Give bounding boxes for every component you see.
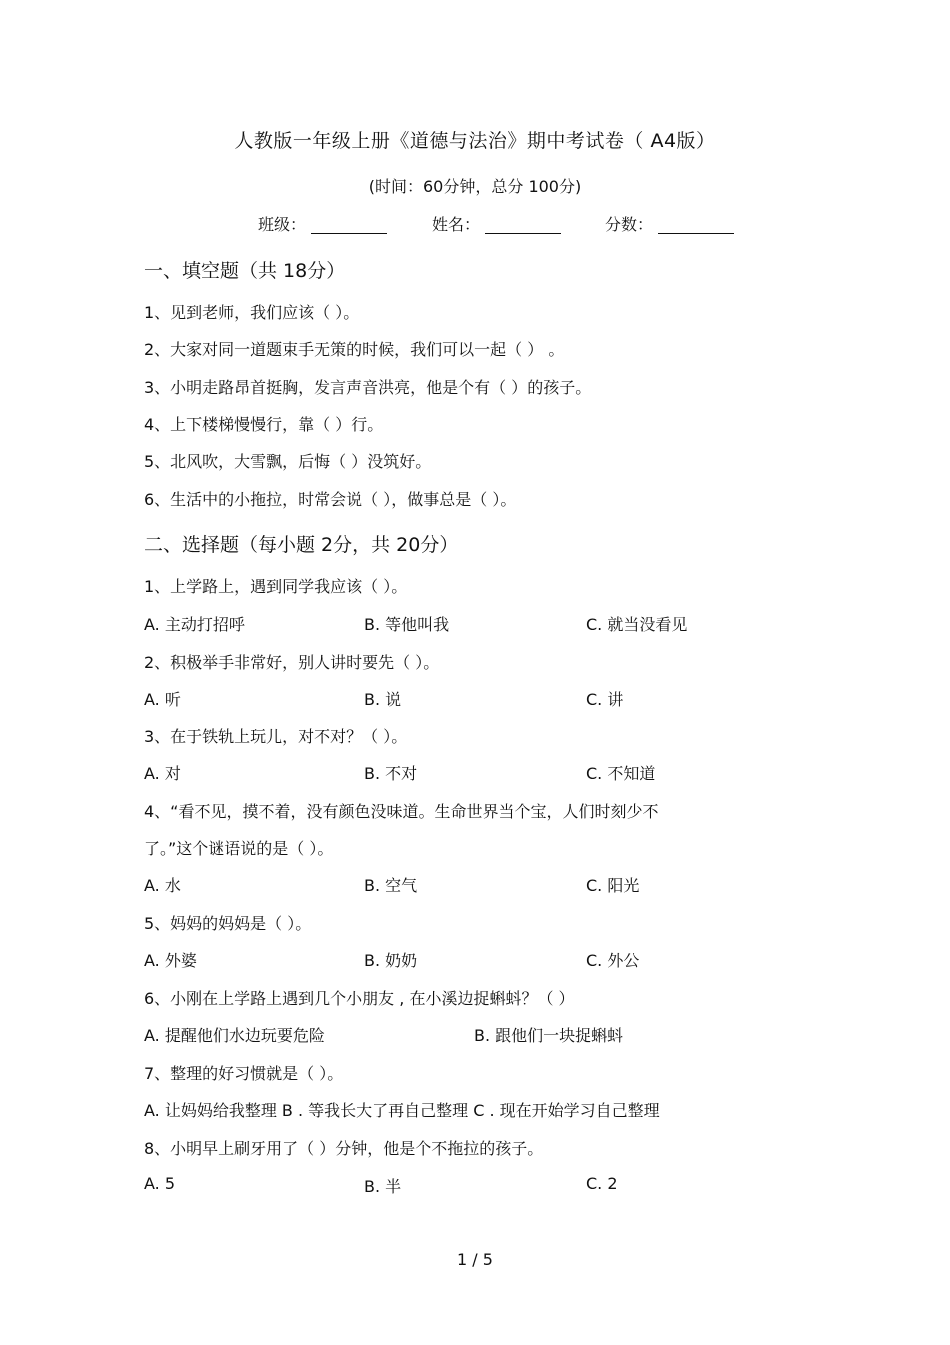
fill-question: 4、上下楼梯慢慢行，靠（ ）行。	[144, 415, 384, 434]
section1-heading: 一、填空题（共 18分）	[144, 260, 346, 282]
choice-option: B. 跟他们一块捉蝌蚪	[474, 1026, 624, 1045]
choice-option: B. 等他叫我	[364, 615, 450, 634]
choice-option: A. 听	[144, 690, 181, 709]
choice-option: C. 2	[586, 1174, 618, 1193]
choice-question-stem: 5、妈妈的妈妈是（ ）。	[144, 914, 312, 933]
fill-question: 5、北风吹，大雪飘，后悔（ ）没筑好。	[144, 452, 432, 471]
class-field	[258, 212, 387, 235]
choice-question-stem-continued: 了。”这个谜语说的是（ ）。	[144, 839, 334, 858]
name-field	[432, 212, 561, 235]
fill-question: 2、大家对同一道题束手无策的时候，我们可以一起（ ） 。	[144, 340, 565, 359]
choice-option: C. 就当没看见	[586, 615, 688, 634]
class-blank	[311, 217, 387, 234]
choice-question-stem: 3、在于铁轨上玩儿，对不对？（ ）。	[144, 727, 408, 746]
choice-option: A. 提醒他们水边玩要危险	[144, 1026, 325, 1045]
fill-question: 1、见到老师，我们应该（ ）。	[144, 303, 360, 322]
choice-question-stem: 4、“看不见，摸不着，没有颜色没味道。生命世界当个宝，人们时刻少不	[144, 802, 659, 821]
choice-option: C. 不知道	[586, 764, 656, 783]
choice-option: A. 水	[144, 876, 181, 895]
choice-option: B. 奶奶	[364, 951, 418, 970]
choice-option: A. 5	[144, 1174, 176, 1193]
choice-option: B. 不对	[364, 764, 418, 783]
choice-question-stem: 8、小明早上刷牙用了（ ）分钟，他是个不拖拉的孩子。	[144, 1139, 544, 1158]
choice-option: C. 外公	[586, 951, 640, 970]
fill-question: 3、小明走路昂首挺胸，发言声音洪亮，他是个有（ ）的孩子。	[144, 378, 592, 397]
choice-option: C. 讲	[586, 690, 624, 709]
score-label: 分数：	[605, 215, 654, 234]
choice-option: A. 让妈妈给我整理 B . 等我长大了再自己整理 C . 现在开始学习自己整理	[144, 1101, 660, 1120]
choice-option: A. 主动打招呼	[144, 615, 245, 634]
fill-question: 6、生活中的小拖拉，时常会说（ ），做事总是（ ）。	[144, 490, 517, 509]
choice-option: A. 外婆	[144, 951, 197, 970]
choice-option: B. 空气	[364, 876, 418, 895]
section2-heading: 二、选择题（每小题 2分，共 20分）	[144, 534, 459, 556]
choice-question-stem: 7、整理的好习惯就是（ ）。	[144, 1064, 344, 1083]
exam-subtitle: (时间：60分钟，总分 100分)	[368, 177, 582, 196]
class-label: 班级：	[258, 215, 307, 234]
choice-question-stem: 1、上学路上，遇到同学我应该（ ）。	[144, 577, 408, 596]
choice-option: A. 对	[144, 764, 181, 783]
choice-question-stem: 2、积极举手非常好，别人讲时要先（ ）。	[144, 653, 440, 672]
name-blank	[485, 217, 561, 234]
page-number: 1 / 5	[457, 1250, 493, 1269]
choice-option: B. 半	[364, 1177, 402, 1196]
choice-question-stem: 6、小刚在上学路上遇到几个小朋友 , 在小溪边捉蝌蚪？（ ）	[144, 989, 575, 1008]
exam-title: 人教版一年级上册《道德与法治》期中考试卷（ A4版）	[234, 130, 716, 152]
score-field	[605, 212, 734, 235]
score-blank	[658, 217, 734, 234]
choice-option: C. 阳光	[586, 876, 640, 895]
choice-option: B. 说	[364, 690, 402, 709]
name-label: 姓名：	[432, 215, 481, 234]
